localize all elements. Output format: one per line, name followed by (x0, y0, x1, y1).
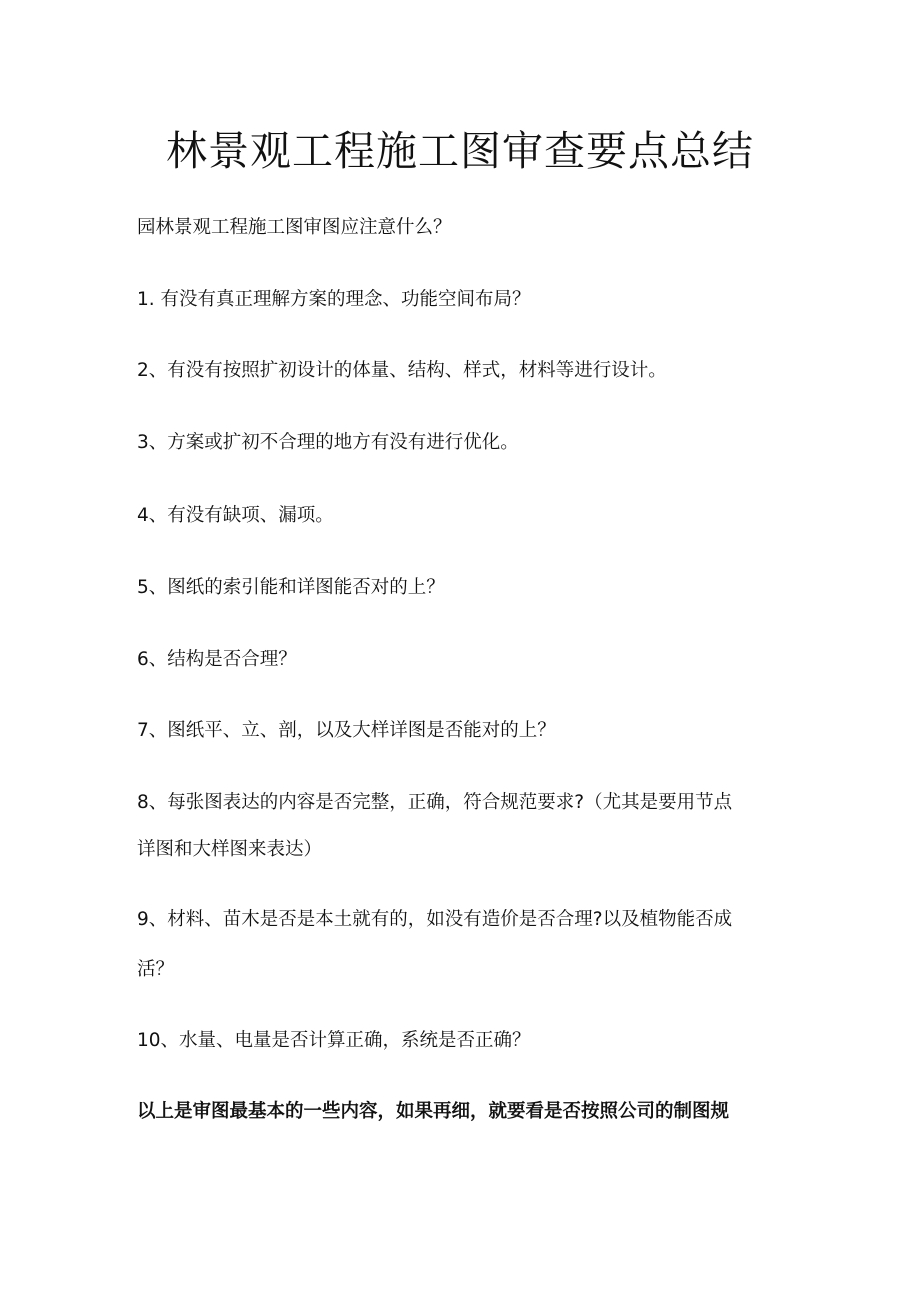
list-item: 8、每张图表达的内容是否完整，正确，符合规范要求?（尤其是要用节点 (137, 792, 733, 813)
list-item: 3、方案或扩初不合理的地方有没有进行优化。 (137, 432, 519, 453)
list-item: 5、图纸的索引能和详图能否对的上？ (137, 577, 445, 598)
list-item: 2、有没有按照扩初设计的体量、结构、样式，材料等进行设计。 (137, 360, 667, 381)
list-item-continuation: 详图和大样图来表达） (137, 839, 323, 860)
list-item: 6、结构是否合理？ (137, 649, 297, 670)
document-title: 林景观工程施工图审查要点总结 (166, 127, 754, 175)
list-item: 1. 有没有真正理解方案的理念、功能空间布局？ (137, 289, 531, 310)
list-item: 4、有没有缺项、漏项。 (137, 505, 334, 526)
list-item-continuation: 活？ (137, 959, 175, 980)
conclusion-paragraph: 以上是审图最基本的一些内容，如果再细，就要看是否按照公司的制图规 (137, 1101, 730, 1122)
list-item: 9、材料、苗木是否是本土就有的，如没有造价是否合理?以及植物能否成 (137, 909, 733, 930)
list-item: 10、水量、电量是否计算正确，系统是否正确？ (137, 1030, 531, 1051)
list-item: 7、图纸平、立、剖，以及大样详图是否能对的上？ (137, 720, 556, 741)
intro-question: 园林景观工程施工图审图应注意什么？ (137, 217, 452, 238)
